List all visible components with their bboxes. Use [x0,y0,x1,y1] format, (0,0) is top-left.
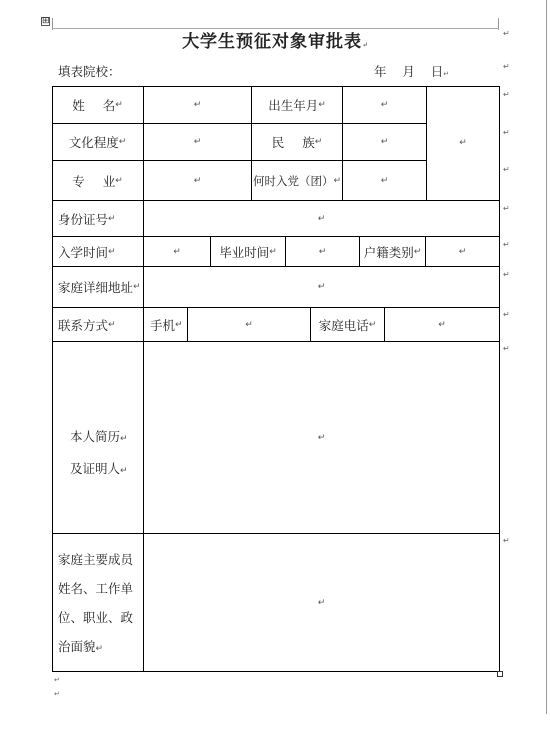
mobile-label-text: 手机 [150,317,176,333]
paragraph-mark-icon: ↵ [380,99,389,110]
party-label [252,161,342,200]
ethnic-label-text: 民 族 [271,135,315,150]
paragraph-mark-icon: ↵ [443,70,450,78]
paragraph-mark-icon: ↵ [269,246,277,257]
education-field[interactable] [144,124,251,160]
contact-label [52,308,143,341]
paragraph-mark-icon: ↵ [173,246,181,257]
graduation-label [211,237,285,266]
family-label-line-3: 位、职业、政 [58,610,134,625]
name-label-text: 姓 名 [72,97,116,113]
address-label-text: 家庭详细地址 [58,280,134,295]
school-label: 填表院校： [58,64,121,79]
major-field[interactable] [144,161,251,200]
paragraph-mark-icon: ↵ [362,40,369,49]
enroll-field[interactable] [144,237,210,266]
hukou-label [360,237,425,266]
paragraph-mark-icon: ↵ [108,319,116,330]
id-label-text: 身份证号 [58,211,109,227]
school-date-row [52,58,499,86]
education-label-text: 文化程度 [68,135,119,150]
paragraph-mark-icon: ↵ [120,434,128,444]
paragraph-mark-icon: ↵ [193,137,202,147]
enroll-label-text: 入学时间 [58,244,109,260]
paragraph-mark-icon: ↵ [193,175,202,186]
paragraph-mark-icon: ↵ [115,175,123,186]
resume-label-line-2 [70,454,128,486]
row-end-mark-icon: ↵ [503,165,510,174]
paragraph-mark-icon: ↵ [108,213,116,224]
paragraph-mark-icon: ↵ [317,213,326,224]
education-label [52,124,143,160]
name-label [52,86,143,123]
document-title [52,29,499,56]
date-label [374,58,494,88]
address-label [52,267,143,307]
ethnic-field[interactable] [343,124,426,160]
table-move-handle-icon[interactable]: ⊞ [42,16,50,26]
graduation-field[interactable] [286,237,359,266]
id-label [52,201,143,236]
major-label-text: 专 业 [72,173,116,189]
approval-form-table [52,86,500,672]
row-end-mark-icon: ↵ [503,204,510,213]
home-phone-field[interactable] [385,308,499,341]
row-end-mark-icon: ↵ [503,29,510,38]
enroll-label [52,237,143,266]
id-field[interactable] [144,201,499,236]
paragraph-mark-icon: ↵ [317,597,326,608]
page-edge-guide [546,0,547,714]
paragraph-mark-icon: ↵ [318,99,326,110]
resume-label-text-2: 及证明人 [70,461,121,476]
birth-label-text: 出生年月 [268,97,319,113]
resume-label-text-1: 本人简历 [70,429,121,444]
paragraph-mark-icon: ↵ [333,175,342,186]
paragraph-mark-icon: ↵ [380,137,389,147]
graduation-label-text: 毕业时间 [219,244,270,260]
row-end-mark-icon: ↵ [503,240,510,249]
hukou-label-text: 户籍类别 [363,244,414,260]
paragraph-mark-icon: ↵ [413,246,422,257]
contact-label-text: 联系方式 [58,317,109,333]
name-field[interactable] [144,86,251,123]
grid-line [499,86,500,672]
address-field[interactable] [144,267,499,307]
paragraph-mark-icon: ↵ [245,319,253,330]
date-text: 年 月 日 [374,64,444,79]
paragraph-mark-icon: ↵ [115,99,123,110]
major-label [52,161,143,200]
hukou-field[interactable] [426,237,499,266]
family-label-line-1: 家庭主要成员 [58,552,134,567]
paragraph-mark-icon: ↵ [317,432,326,443]
paragraph-mark-icon: ↵ [318,246,327,257]
home-phone-label [311,308,384,341]
row-end-mark-icon: ↵ [503,128,510,137]
birth-field[interactable] [343,86,426,123]
mobile-field[interactable] [188,308,310,341]
paragraph-mark-icon: ↵ [193,99,202,110]
ethnic-label [252,124,342,160]
paragraph-mark-icon: ↵ [459,138,467,148]
family-label-line-4 [58,632,133,664]
table-resize-handle-icon[interactable] [497,671,503,677]
party-field[interactable] [343,161,426,200]
resume-label-line-1 [70,422,128,454]
row-end-mark-icon: ↵ [503,344,510,353]
home-phone-label-text: 家庭电话 [318,317,369,333]
paragraph-mark-icon: ↵ [95,644,104,654]
family-label-text-4: 治面貌 [58,639,96,654]
paragraph-mark-icon: ↵ [120,466,128,476]
birth-label [252,86,342,123]
mobile-label [144,308,187,341]
paragraph-mark-icon: ↵ [368,319,377,330]
row-end-mark-icon: ↵ [503,270,510,279]
paragraph-mark-icon: ↵ [317,282,326,292]
paragraph-mark-icon: ↵ [314,137,323,147]
paragraph-mark-icon: ↵ [438,319,446,330]
row-end-mark-icon: ↵ [503,536,510,545]
family-label [58,545,133,664]
paragraph-mark-icon: ↵ [133,282,141,292]
paragraph-mark-icon: ↵ [54,690,60,698]
photo-field[interactable] [427,86,499,200]
resume-label [70,422,128,486]
grid-line [52,671,500,672]
paragraph-mark-icon: ↵ [175,319,183,330]
paragraph-mark-icon: ↵ [380,175,389,186]
paragraph-mark-icon: ↵ [54,676,60,684]
family-field[interactable] [144,534,499,671]
row-end-mark-icon: ↵ [503,62,510,71]
row-end-mark-icon: ↵ [503,90,510,99]
title-text: 大学生预征对象审批表 [182,32,363,52]
paragraph-mark-icon: ↵ [458,246,467,257]
resume-field[interactable] [144,342,499,533]
paragraph-mark-icon: ↵ [108,246,116,257]
row-end-mark-icon: ↵ [503,310,510,319]
party-label-text: 何时入党（团） [252,173,334,188]
family-label-line-2: 姓名、工作单 [58,581,134,596]
paragraph-mark-icon: ↵ [118,137,127,147]
